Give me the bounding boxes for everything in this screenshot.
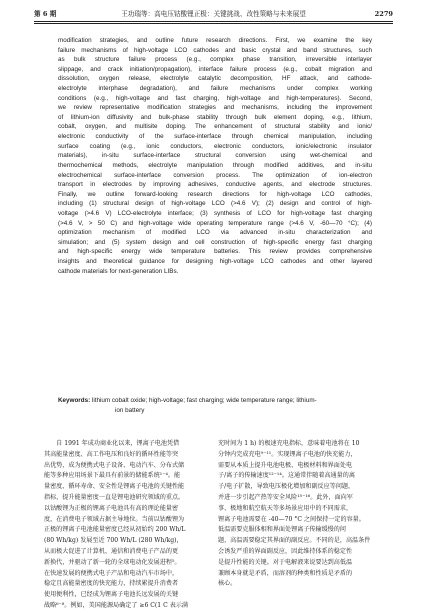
- body-text-line: 出优势，成为便携式电子设备、电动汽车、分布式储: [44, 461, 185, 469]
- abstract-line: electrolyte interphase degradation), and failure mechanisms under complex working: [58, 85, 372, 93]
- body-text-line: 会诱发严重的界面副反应，因此维持体系的稳定性: [218, 547, 353, 555]
- body-text-line: 新换代，并驱动了新一轮的全球电动化发展进程⁵。: [44, 558, 181, 566]
- body-text-line: 使用便利性，已经成为锂离子电池长远发展的关键: [44, 591, 179, 599]
- abstract-line: Finally, we outline forward-looking research directions for high-voltage LCO cathodes,: [58, 190, 372, 198]
- body-column-left: [44, 439, 222, 612]
- body-text-line: 事、极地和航空航天等多场景应用中的不同需求，: [218, 504, 353, 512]
- body-text-line: 从而极大促进了计算机、通信和消费电子产品的更: [44, 547, 179, 555]
- abstract-line: cobalt, oxygen, and multisite doping. The enhancement of structural stability and ionic/: [58, 123, 372, 131]
- running-header: [34, 8, 393, 20]
- body-text-line: 核心。: [218, 580, 237, 588]
- abstract-line: materials), in-situ surface-interface structural conversion using wet-chemical and: [58, 152, 372, 160]
- issue-number: 第 6 期: [34, 10, 57, 18]
- body-column-right: [218, 439, 396, 590]
- body-text-line: 并进一步引起产热等安全风险¹⁵⁻¹⁶。此外，面向军: [218, 493, 353, 501]
- body-text-line: 是提升性能的关键。对于电解液来说要达到高低温: [218, 558, 353, 566]
- abstract-line: cathode materials for next-generation LIBs.: [58, 267, 179, 275]
- body-text-line: 正极的锂离子电池能量密度已经从初始约 200 Wh/L: [44, 526, 186, 534]
- body-text-line: 以钴酸锂为正极的锂离子电池具有高的理论能量密: [44, 504, 179, 512]
- keywords-line: [58, 396, 372, 406]
- abstract-line: simulation; and (5) system design and cell construction of high-specific energy fast charging: [58, 238, 372, 246]
- body-text-line: 题，高温需要稳定其界面的副反应。不同的是，高温条件: [218, 537, 371, 545]
- body-text-line: 锂离子电池需要在 -40—70 °C 之间保持一定的容量。: [218, 515, 365, 523]
- abstract-line: including (1) structural design of high-voltage LCO (>4.6 V); (2) design and control of high-: [58, 200, 372, 208]
- body-text-line: 充时间为 1 h) 的极速充电指标，意味着电池将在 10: [218, 440, 360, 447]
- abstract-line: surface coating (e.g., ionic conductors, electronic conductors, ionic/electronic insulator: [58, 142, 372, 150]
- keywords-list: lithium cobalt oxide; high-voltage; fast charging; wide temperature range; lithium-: [90, 397, 317, 404]
- body-text-line: 其高能量密度、高工作电压和良好的循环性能等突: [44, 450, 179, 458]
- abstract-line: of lithium-ion diffusivity and bulk-phase stability through bulk element doping, e.g., lithium,: [58, 113, 372, 121]
- abstract-line: transport in electrodes by improving adhesives, conductive agents, and electrode structures.: [58, 181, 372, 189]
- abstract-line: dissolution, oxygen release, electrolyte catalytic decomposition, HF attack, and cathode-: [58, 75, 372, 83]
- header-rule: [34, 21, 393, 22]
- abstract-line: modification strategies, and outline future research directions. First, we examine the key: [58, 37, 372, 44]
- abstract-line: optimization mechanism of modified LCO via advanced in-situ characterization and: [58, 229, 372, 237]
- abstract-line: (>4.6 V, > 50 C) and high-voltage wide operating temperature range (>4.6 V, -60—70 °C); (4): [58, 219, 372, 227]
- body-text-line: 低温需要克服体相和界面处锂离子传输缓慢的问: [218, 526, 346, 534]
- abstract-line: slippage, and crack initiation/propagation), interface failure process (e.g., cobalt migration and: [58, 65, 372, 73]
- body-text-line: 需要从本质上提升电池电极、电极材料和界面处电: [218, 461, 353, 469]
- abstract-line: failure mechanisms of high-voltage LCO cathodes and basic crystal and band structures, such: [58, 46, 372, 54]
- abstract-line: as bulk structure failure process (e.g., complex phase transition, irreversible interlayer: [58, 56, 372, 64]
- body-text-line: 能等多种应用场景下最具有前景的储能系统¹⁻⁴。能: [44, 472, 181, 480]
- body-text-line: 自 1991 年成功商业化以来，锂离子电池凭借: [44, 440, 180, 447]
- abstract-line: conditions (e.g., high-voltage and fast charging, high-voltage and high-temperatures). Second,: [58, 94, 372, 102]
- running-title: 王功瑞等：高电压钴酸锂正极：关键挑战、改性策略与未来展望: [121, 10, 306, 18]
- body-text-line: (80 Wh/kg) 发展至近 700 Wh/L (280 Wh/kg)，: [44, 537, 183, 545]
- body-text-line: 指标，提升能量密度一直是锂电池研究领域的重点。: [44, 493, 185, 501]
- abstract-line: and high-specific energy wide temperature batteries. This review provides comprehensive: [58, 248, 372, 256]
- abstract-line: electronic conductivity of the surface-interface through chemical manipulation, including: [58, 133, 372, 141]
- body-text-line: 稳定且高能量密度的快充能力，持续累提升消费者: [44, 580, 179, 588]
- body-text-line: 分钟内完成充电⁹⁻¹¹。实现锂离子电池的快充能力，: [218, 450, 357, 458]
- abstract-line: electrochemical surface-interface conversion process. The optimization of ion-electron: [58, 171, 372, 179]
- keywords-block: [58, 396, 372, 415]
- keywords-label: Keywords:: [58, 397, 91, 404]
- english-abstract: [58, 36, 372, 276]
- keywords-line-continued: ion battery: [115, 406, 145, 414]
- body-text-line: 战略⁶⁻⁸。例如，美国能源局确定了 ≥6 C(1 C 表示满: [44, 601, 189, 609]
- body-text-line: 子/离子的传输速度¹²⁻¹⁴。这通常伴随着高通量的离: [218, 472, 355, 480]
- body-text-line: 子/电子扩散，导致电压极化增加和副反应等问题，: [218, 483, 355, 491]
- abstract-line: voltage (>4.6 V) LCO-electrolyte interface; (3) synthesis of LCO for high-voltage fast charging: [58, 209, 372, 217]
- abstract-line: thermochemical methods, electrolyte manipulation through modified additives, and in-situ: [58, 161, 372, 169]
- header-rule-thin: [34, 23, 393, 24]
- page-number: 2279: [374, 10, 393, 18]
- body-text-line: 兼顾本身就是矛盾，而溶剂的种类和性质是矛盾的: [218, 569, 353, 577]
- abstract-line: we review representative modification strategies and mechanisms, including the improvement: [58, 104, 372, 112]
- body-text-line: 量密度、循环寿命、安全性是锂离子电池的关键性能: [44, 483, 185, 491]
- body-text-line: 在快速发展的便携式电子产品和电动汽车市场中，: [44, 569, 179, 577]
- abstract-line: insights and theoretical guidance for designing high-voltage LCO cathodes and other layered: [58, 258, 372, 266]
- body-text-line: 度，在消费电子领域占据主导地位。当前以钴酸锂为: [44, 515, 185, 523]
